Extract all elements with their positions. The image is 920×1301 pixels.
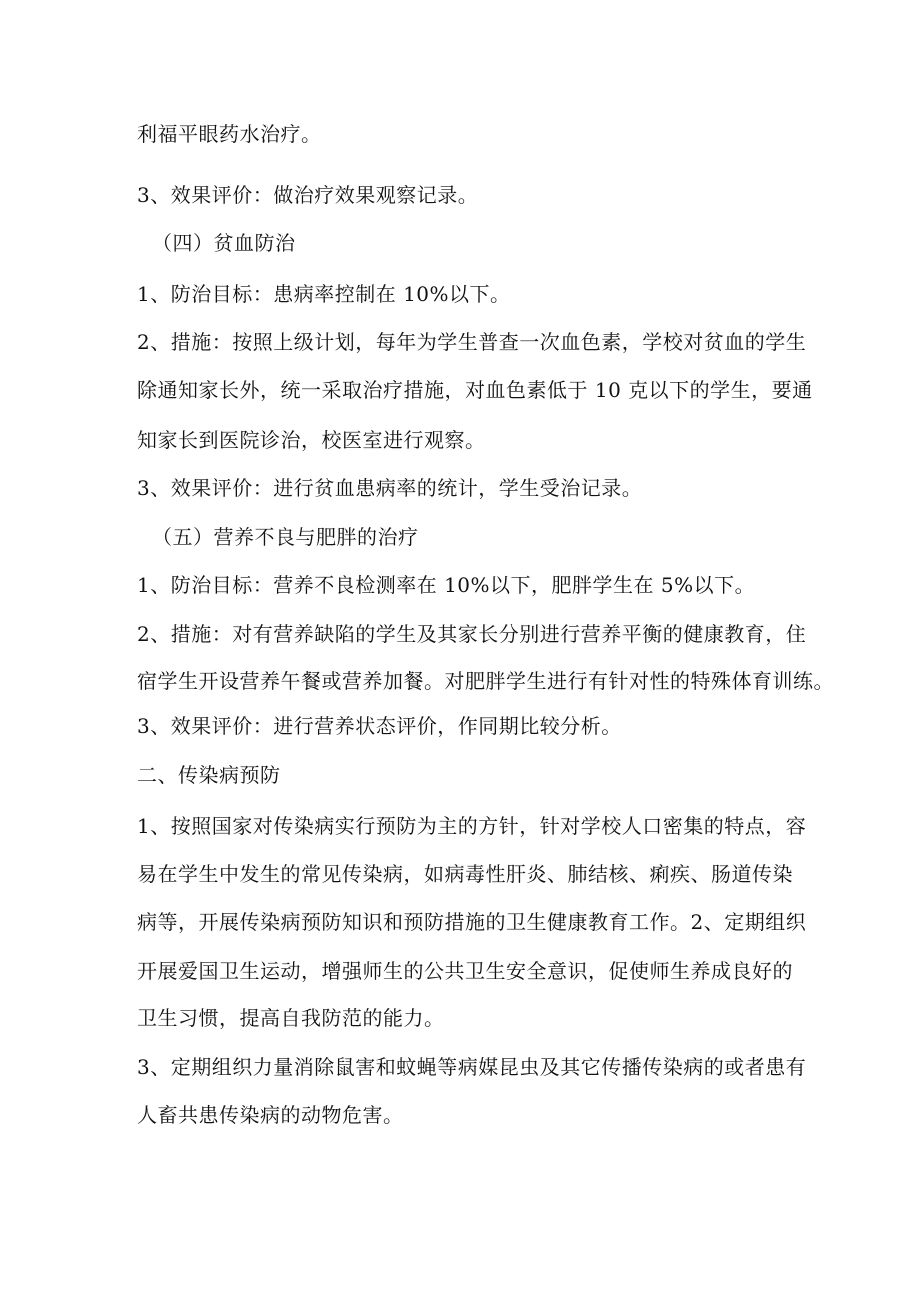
- section-heading: 二、传染病预防: [137, 763, 281, 787]
- paragraph-line: 知家长到医院诊治，校医室进行观察。: [137, 428, 486, 452]
- paragraph-line: 3、效果评价：进行贫血患病率的统计，学生受治记录。: [137, 476, 643, 500]
- paragraph-line: 利福平眼药水治疗。: [137, 122, 322, 146]
- paragraph-line: 3、效果评价：做治疗效果观察记录。: [137, 183, 479, 207]
- paragraph-line: 除通知家长外，统一采取治疗措施，对血色素低于 10 克以下的学生，要通: [137, 378, 813, 402]
- paragraph-line: 2、措施：按照上级计划，每年为学生普查一次血色素，学校对贫血的学生: [137, 330, 807, 354]
- paragraph-line: 1、防治目标：患病率控制在 10%以下。: [137, 282, 511, 306]
- paragraph-line: 卫生习惯，提高自我防范的能力。: [137, 1006, 445, 1030]
- paragraph-line: 1、按照国家对传染病实行预防为主的方针，针对学校人口密集的特点，容: [137, 814, 807, 838]
- paragraph-line: 宿学生开设营养午餐或营养加餐。对肥胖学生进行有针对性的特殊体育训练。: [137, 669, 834, 693]
- paragraph-line: 病等，开展传染病预防知识和预防措施的卫生健康教育工作。2、定期组织: [137, 910, 807, 934]
- paragraph-line: 易在学生中发生的常见传染病，如病毒性肝炎、肺结核、痢疾、肠道传染: [137, 862, 793, 886]
- paragraph-line: 3、效果评价：进行营养状态评价，作同期比较分析。: [137, 714, 622, 738]
- paragraph-line: 人畜共患传染病的动物危害。: [137, 1103, 404, 1127]
- paragraph-line: 3、定期组织力量消除鼠害和蚊蝇等病媒昆虫及其它传播传染病的或者患有: [137, 1055, 807, 1079]
- paragraph-line: 开展爱国卫生运动，增强师生的公共卫生安全意识，促使师生养成良好的: [137, 959, 793, 983]
- paragraph-line: 1、防治目标：营养不良检测率在 10%以下，肥胖学生在 5%以下。: [137, 573, 756, 597]
- section-heading: （五）营养不良与肥胖的治疗: [152, 525, 419, 549]
- paragraph-line: 2、措施：对有营养缺陷的学生及其家长分别进行营养平衡的健康教育，住: [137, 622, 807, 646]
- section-heading: （四）贫血防治: [152, 231, 296, 255]
